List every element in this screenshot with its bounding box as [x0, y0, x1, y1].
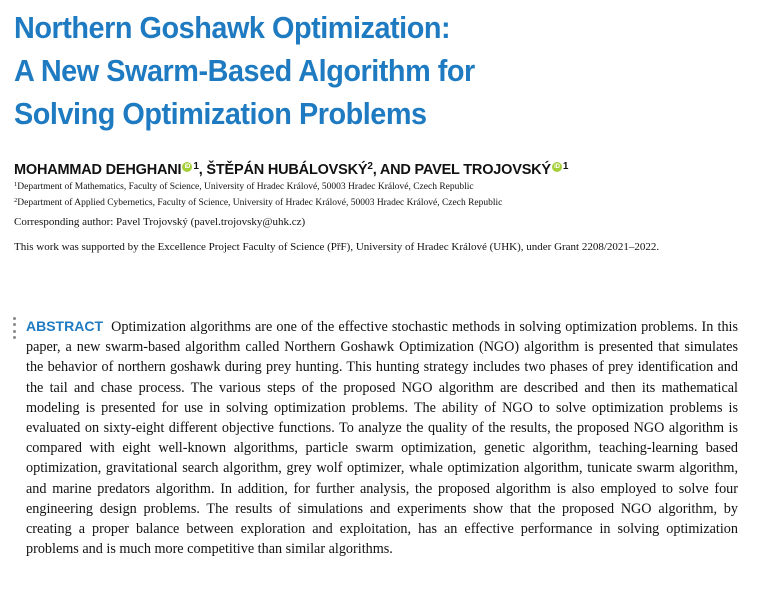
corresponding-author: Corresponding author: Pavel Trojovský (pavel.trojovsky@uhk.cz) — [14, 216, 306, 228]
affiliation-2-text: Department of Applied Cybernetics, Faculty of Science, University of Hradec Králové, 50003 Hradec Králové, Czech Republic — [17, 198, 503, 208]
author-list — [14, 161, 568, 178]
dotted-marker-icon — [13, 317, 17, 339]
title-line-1: Northern Goshawk Optimization: — [14, 10, 451, 45]
abstract-label: ABSTRACT — [26, 318, 103, 334]
affiliation-1 — [14, 181, 474, 192]
author-3-affiliation-mark: 1 — [562, 161, 569, 172]
author-2: ŠTĚPÁN HUBÁLOVSKÝ — [206, 162, 368, 178]
author-3: PAVEL TROJOVSKÝ — [414, 162, 551, 178]
funding-statement: This work was supported by the Excellence Project Faculty of Science (PřF), University of Hradec Králové (UHK), under Grant 2208/2021–2022. — [14, 241, 660, 253]
orcid-icon[interactable]: iD — [552, 162, 562, 172]
affiliation-1-text: Department of Mathematics, Faculty of Science, University of Hradec Králové, 50003 Hradec Králové, Czech Republic — [17, 182, 474, 192]
author-1-affiliation-mark: 1 — [193, 161, 199, 172]
affiliation-1-mark: 1 — [14, 181, 18, 188]
author-1: MOHAMMAD DEHGHANI — [14, 162, 182, 178]
affiliation-2 — [14, 197, 502, 208]
abstract-text: Optimization algorithms are one of the effective stochastic methods in solving optimization problems. In this paper, a new swarm-based algorithm called Northern Goshawk Optimization (NGO) algorithm is presented that simulates the behavior of northern goshawk during prey hunting. This hunting strategy includes two phases of prey identification and the tail and chase process. The various steps of the proposed NGO algorithm are described and then its mathematical modeling is presented for use in solving optimization problems. The ability of NGO to solve optimization problems is evaluated on sixty-eight different objective functions. To analyze the quality of the results, the proposed NGO algorithm is compared with eight well-known algorithms, particle swarm optimization, genetic algorithm, teaching-learning based optimization, gravitational search algorithm, grey wolf optimizer, whale optimization algorithm, tunicate swarm algorithm, and marine predators algorithm. In addition, for further analysis, the proposed algorithm is also employed to solve four engineering design problems. The results of simulations and experiments show that the proposed NGO algorithm, by creating a proper balance between exploration and exploitation, has an effective performance in solving optimization problems and is much more competitive than similar algorithms. — [26, 319, 738, 558]
title-line-2: A New Swarm-Based Algorithm for — [14, 53, 475, 88]
affiliation-2-mark: 2 — [14, 197, 18, 204]
orcid-icon[interactable]: iD — [182, 162, 192, 172]
author-2-affiliation-mark: 2 — [367, 161, 373, 172]
author-separator-2: , AND — [372, 162, 415, 178]
paper-title — [14, 6, 702, 135]
author-separator-1: , — [198, 162, 207, 178]
title-line-3: Solving Optimization Problems — [14, 96, 427, 131]
abstract-section — [26, 316, 738, 559]
